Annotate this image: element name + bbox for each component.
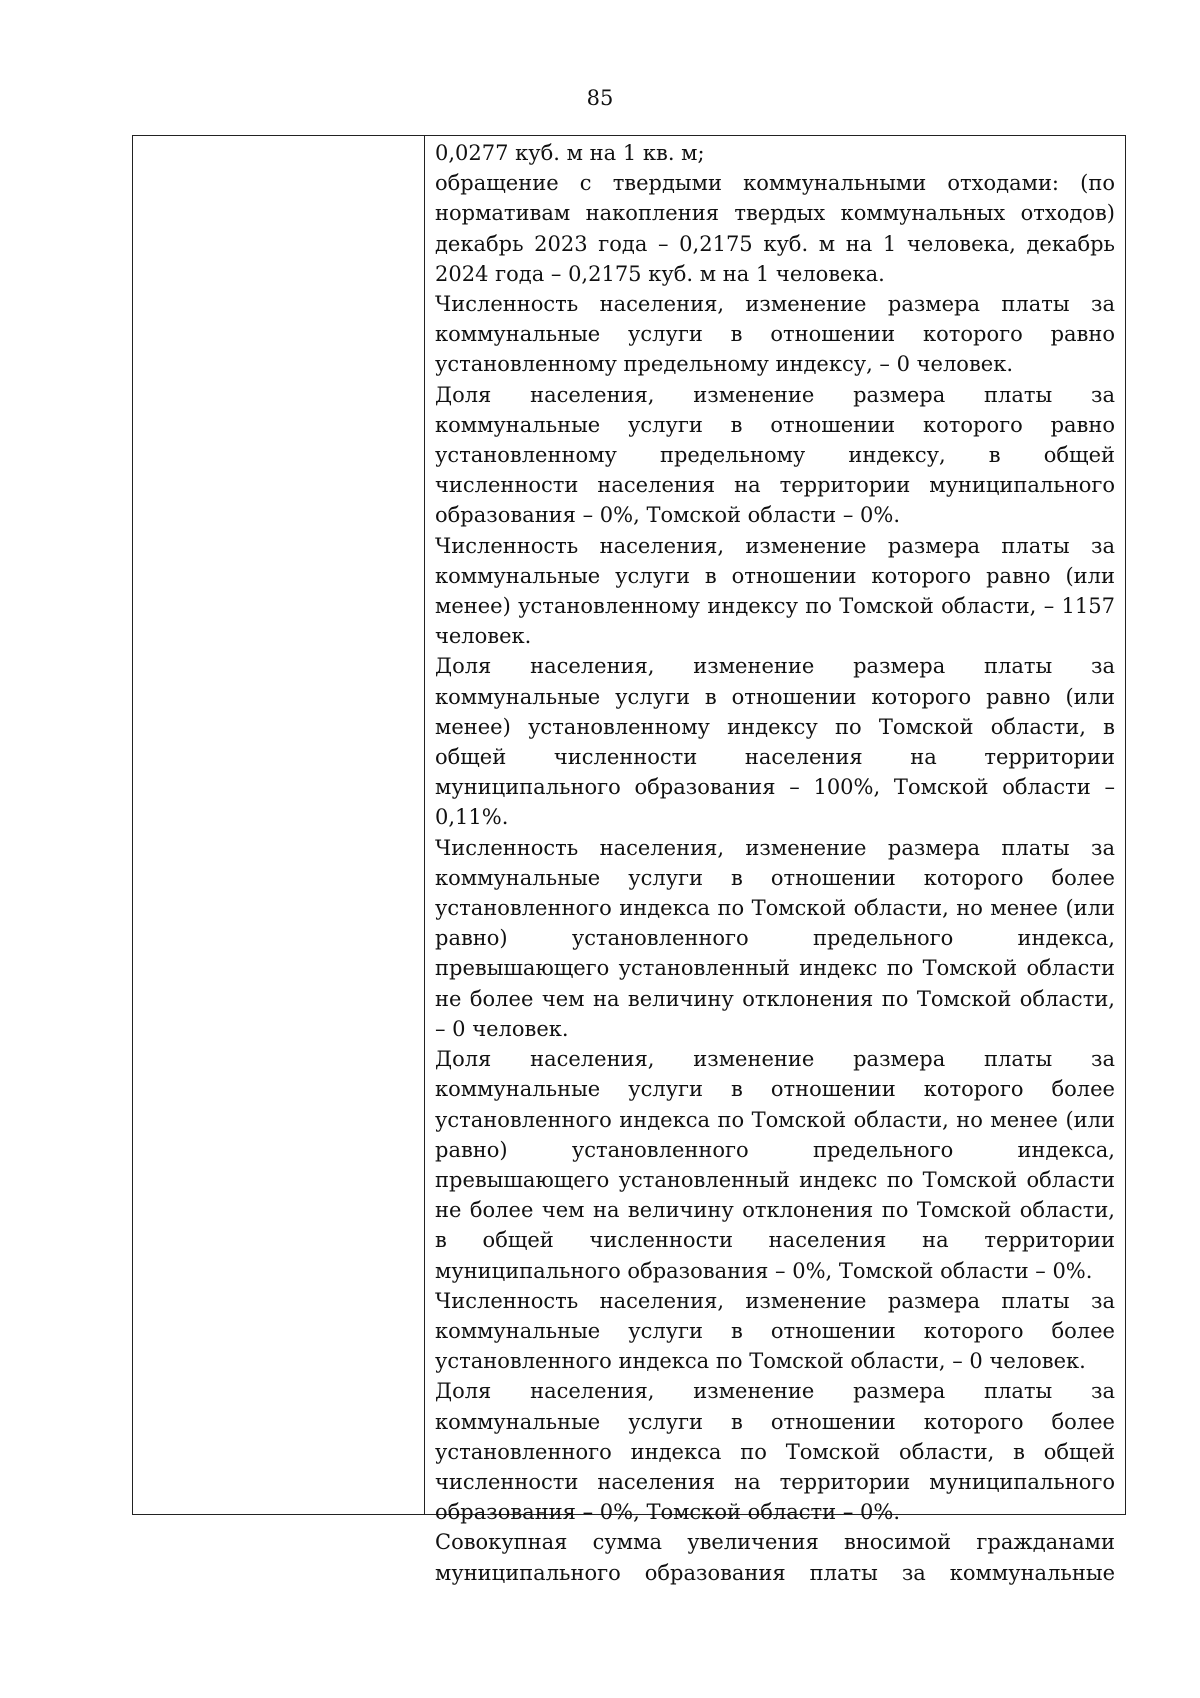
table-paragraph: обращение с твердыми коммунальными отходами: (по нормативам накопления твердых коммунальных отходов) декабрь 2023 года – 0,2175 куб. м на 1 человека, декабрь 2024 года – 0,2175 куб. м на 1 человека. [435,171,1115,286]
table-paragraph: Численность населения, изменение размера платы за коммунальные услуги в отношении которого более установленного индекса по Томской области, – 0 человек. [435,1288,1115,1374]
table-paragraph: Совокупная сумма увеличения вносимой гражданами муниципального образования платы за коммунальные [435,1530,1115,1585]
table-right-cell [425,136,1125,1585]
table-paragraph: Доля населения, изменение размера платы за коммунальные услуги в отношении которого равно установленному предельному индексу, в общей численности населения на территории муниципального образования – 0%, Томской области – 0%. [435,382,1115,528]
table-paragraph: Численность населения, изменение размера платы за коммунальные услуги в отношении которого более установленного индекса по Томской области, но менее (или равно) установленного предельного индекса, превышающего установленный индекс по Томской области не более чем на величину отклонения по Томской области, – 0 человек. [435,835,1115,1041]
table-left-cell [133,136,425,1514]
table-paragraph: Доля населения, изменение размера платы за коммунальные услуги в отношении которого более установленного индекса по Томской области, но менее (или равно) установленного предельного индекса, превышающего установленный индекс по Томской области не более чем на величину отклонения по Томской области, в общей численности населения на территории муниципального образования – 0%, Томской области – 0%. [435,1047,1115,1283]
table-paragraph: Доля населения, изменение размера платы за коммунальные услуги в отношении которого равно (или менее) установленному индексу по Томской области, в общей численности населения на территории муниципального образования – 100%, Томской области – 0,11%. [435,654,1115,830]
document-table [132,135,1126,1585]
table-paragraph: Численность населения, изменение размера платы за коммунальные услуги в отношении которого равно установленному предельному индексу, – 0 человек. [435,292,1115,377]
page-number: 85 [586,86,614,110]
table-paragraph: Численность населения, изменение размера платы за коммунальные услуги в отношении которого равно (или менее) установленному индексу по Томской области, – 1157 человек. [435,533,1115,649]
table-paragraph: 0,0277 куб. м на 1 кв. м; [435,141,705,165]
table-paragraph: Доля населения, изменение размера платы за коммунальные услуги в отношении которого более установленного индекса по Томской области, в общей численности населения на территории муниципального образования – 0%, Томской области – 0%. [435,1379,1115,1525]
